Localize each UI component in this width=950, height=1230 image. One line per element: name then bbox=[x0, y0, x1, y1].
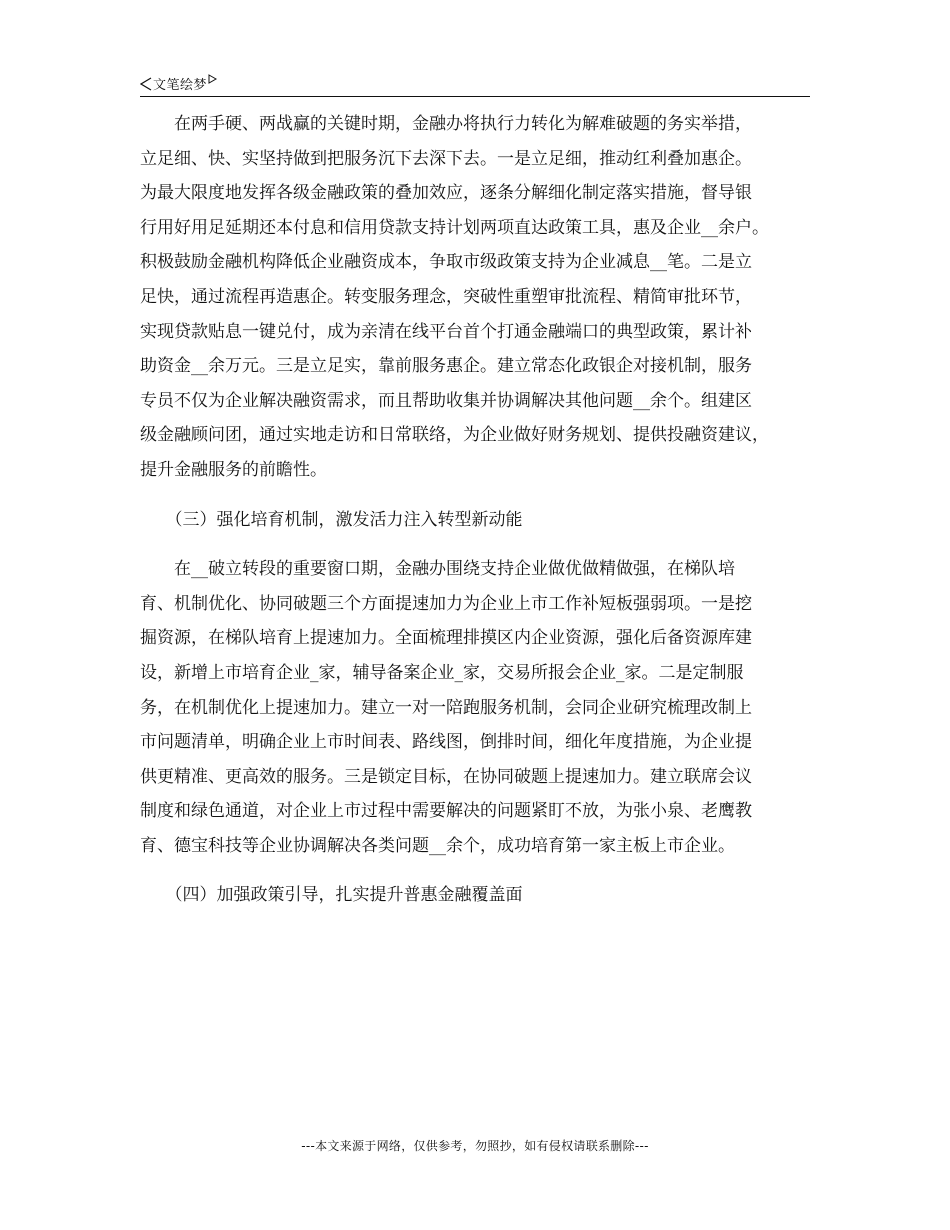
right-triangle-icon bbox=[208, 74, 217, 84]
document-body bbox=[140, 107, 820, 913]
text-line: 行用好用足延期还本付息和信用贷款支持计划两项直达政策工具，惠及企业__余户。 bbox=[140, 217, 769, 238]
text-line: 供更精准、更高效的服务。三是锁定目标，在协同破题上提速加力。建立联席会议 bbox=[140, 766, 752, 787]
text-line: 足快，通过流程再造惠企。转变服务理念，突破性重塑审批流程、精简审批环节， bbox=[140, 286, 752, 307]
text-line: 实现贷款贴息一键兑付，成为亲清在线平台首个打通金融端口的典型政策，累计补 bbox=[140, 321, 752, 342]
text-line: 提升金融服务的前瞻性。 bbox=[140, 459, 327, 480]
text-line: 育、机制优化、协同破题三个方面提速加力为企业上市工作补短板强弱项。一是挖 bbox=[140, 593, 752, 614]
text-line: 助资金__余万元。三是立足实，靠前服务惠企。建立常态化政银企对接机制，服务 bbox=[140, 356, 752, 377]
text-line: 育、德宝科技等企业协调解决各类问题__余个，成功培育第一家主板上市企业。 bbox=[140, 835, 735, 856]
page-header bbox=[140, 74, 810, 97]
text-line: 在__破立转段的重要窗口期，金融办围绕支持企业做优做精做强，在梯队培 bbox=[140, 559, 735, 580]
page-footer: ---本文来源于网络，仅供参考，勿照抄，如有侵权请联系删除--- bbox=[301, 1139, 649, 1153]
text-line: 积极鼓励金融机构降低企业融资成本，争取市级政策支持为企业减息__笔。二是立 bbox=[140, 252, 752, 273]
section-heading bbox=[140, 878, 820, 913]
heading-line: （四）加强政策引导，扎实提升普惠金融覆盖面 bbox=[140, 885, 523, 906]
text-line: 市问题清单，明确企业上市时间表、路线图，倒排时间，细化年度措施，为企业提 bbox=[140, 732, 752, 753]
text-line: 级金融顾问团，通过实地走访和日常联络，为企业做好财务规划、提供投融资建议， bbox=[140, 425, 769, 446]
text-line: 在两手硬、两战赢的关键时期，金融办将执行力转化为解难破题的务实举措， bbox=[140, 114, 752, 134]
header-brand: 文笔绘梦 bbox=[153, 78, 208, 93]
text-line: 设，新增上市培育企业_家，辅导备案企业_家，交易所报会企业_家。二是定制服 bbox=[140, 662, 744, 683]
text-line: 制度和绿色通道，对企业上市过程中需要解决的问题紧盯不放，为张小泉、老鹰教 bbox=[140, 801, 752, 822]
left-triangle-icon bbox=[140, 77, 152, 91]
text-line: 为最大限度地发挥各级金融政策的叠加效应，逐条分解细化制定落实措施，督导银 bbox=[140, 183, 752, 204]
paragraph bbox=[140, 552, 820, 863]
text-line: 立足细、快、实坚持做到把服务沉下去深下去。一是立足细，推动红利叠加惠企。 bbox=[140, 148, 752, 169]
section-heading bbox=[140, 503, 820, 538]
text-line: 专员不仅为企业解决融资需求，而且帮助收集并协调解决其他问题__余个。组建区 bbox=[140, 390, 752, 411]
heading-line: （三）强化培育机制，激发活力注入转型新动能 bbox=[140, 509, 523, 530]
paragraph bbox=[140, 107, 820, 488]
text-line: 务，在机制优化上提速加力。建立一对一陪跑服务机制，会同企业研究梳理改制上 bbox=[140, 697, 752, 718]
text-line: 掘资源，在梯队培育上提速加力。全面梳理排摸区内企业资源，强化后备资源库建 bbox=[140, 628, 752, 649]
